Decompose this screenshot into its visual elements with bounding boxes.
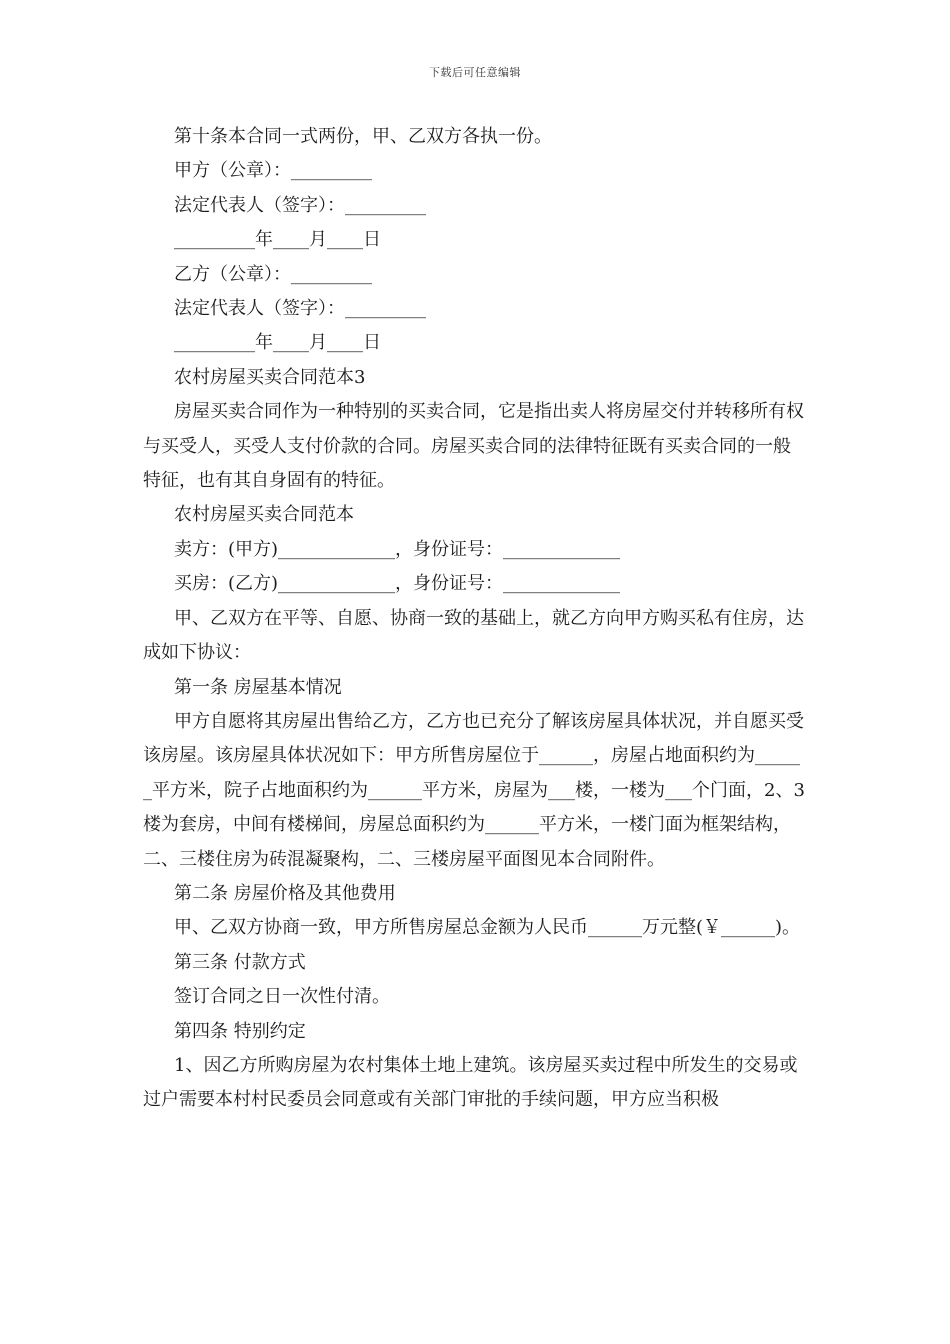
paragraph: 签订合同之日一次性付清。: [174, 986, 390, 1008]
paragraph: 甲方（公章）：_________: [174, 160, 372, 182]
page-header: 下载后可任意编辑: [429, 66, 521, 79]
paragraph: 甲方自愿将其房屋出售给乙方，乙方也已充分了解该房屋具体状况，并自愿买受该房屋。该房屋具体状况如下：甲方所售房屋位于______，房屋占地面积约为______平方米，院子占地面积约为______平方米，房屋为___楼，一楼为___个门面，2、3楼为套房，中间有楼梯间，房屋总面积约为______平方米，一楼门面为框架结构，二、三楼住房为砖混凝聚构，二、三楼房屋平面图见本合同附件。: [143, 710, 805, 870]
paragraph: 法定代表人（签字）：_________: [174, 194, 426, 216]
paragraph: 甲、乙双方协商一致，甲方所售房屋总金额为人民币______万元整(￥______)。: [174, 917, 801, 939]
paragraph: 甲、乙双方在平等、自愿、协商一致的基础上，就乙方向甲方购买私有住房，达成如下协议：: [143, 607, 804, 664]
article-heading: 第四条 特别约定: [174, 1020, 306, 1042]
document-body: [143, 120, 807, 1118]
paragraph: 乙方（公章）：_________: [174, 263, 372, 285]
paragraph: 房屋买卖合同作为一种特别的买卖合同，它是指出卖人将房屋交付并转移所有权与买受人，买受人支付价款的合同。房屋买卖合同的法律特征既有买卖合同的一般特征，也有其自身固有的特征。: [143, 401, 804, 492]
section-title: 农村房屋买卖合同范本: [174, 504, 354, 526]
section-title: 农村房屋买卖合同范本3: [174, 366, 366, 388]
paragraph: 卖方：(甲方)_____________，身份证号：_____________: [174, 538, 621, 560]
paragraph: 1、因乙方所购房屋为农村集体土地上建筑。该房屋买卖过程中所发生的交易或过户需要本村村民委员会同意或有关部门审批的手续问题，甲方应当积极: [143, 1054, 798, 1111]
article-heading: 第三条 付款方式: [174, 951, 306, 973]
paragraph: 法定代表人（签字）：_________: [174, 298, 426, 320]
paragraph: 买房：(乙方)_____________，身份证号：_____________: [174, 573, 621, 595]
article-heading: 第二条 房屋价格及其他费用: [174, 882, 396, 904]
paragraph: _________年____月____日: [174, 332, 381, 354]
paragraph: _________年____月____日: [174, 229, 381, 251]
article-heading: 第一条 房屋基本情况: [174, 676, 342, 698]
paragraph: 第十条本合同一式两份，甲、乙双方各执一份。: [174, 126, 552, 147]
